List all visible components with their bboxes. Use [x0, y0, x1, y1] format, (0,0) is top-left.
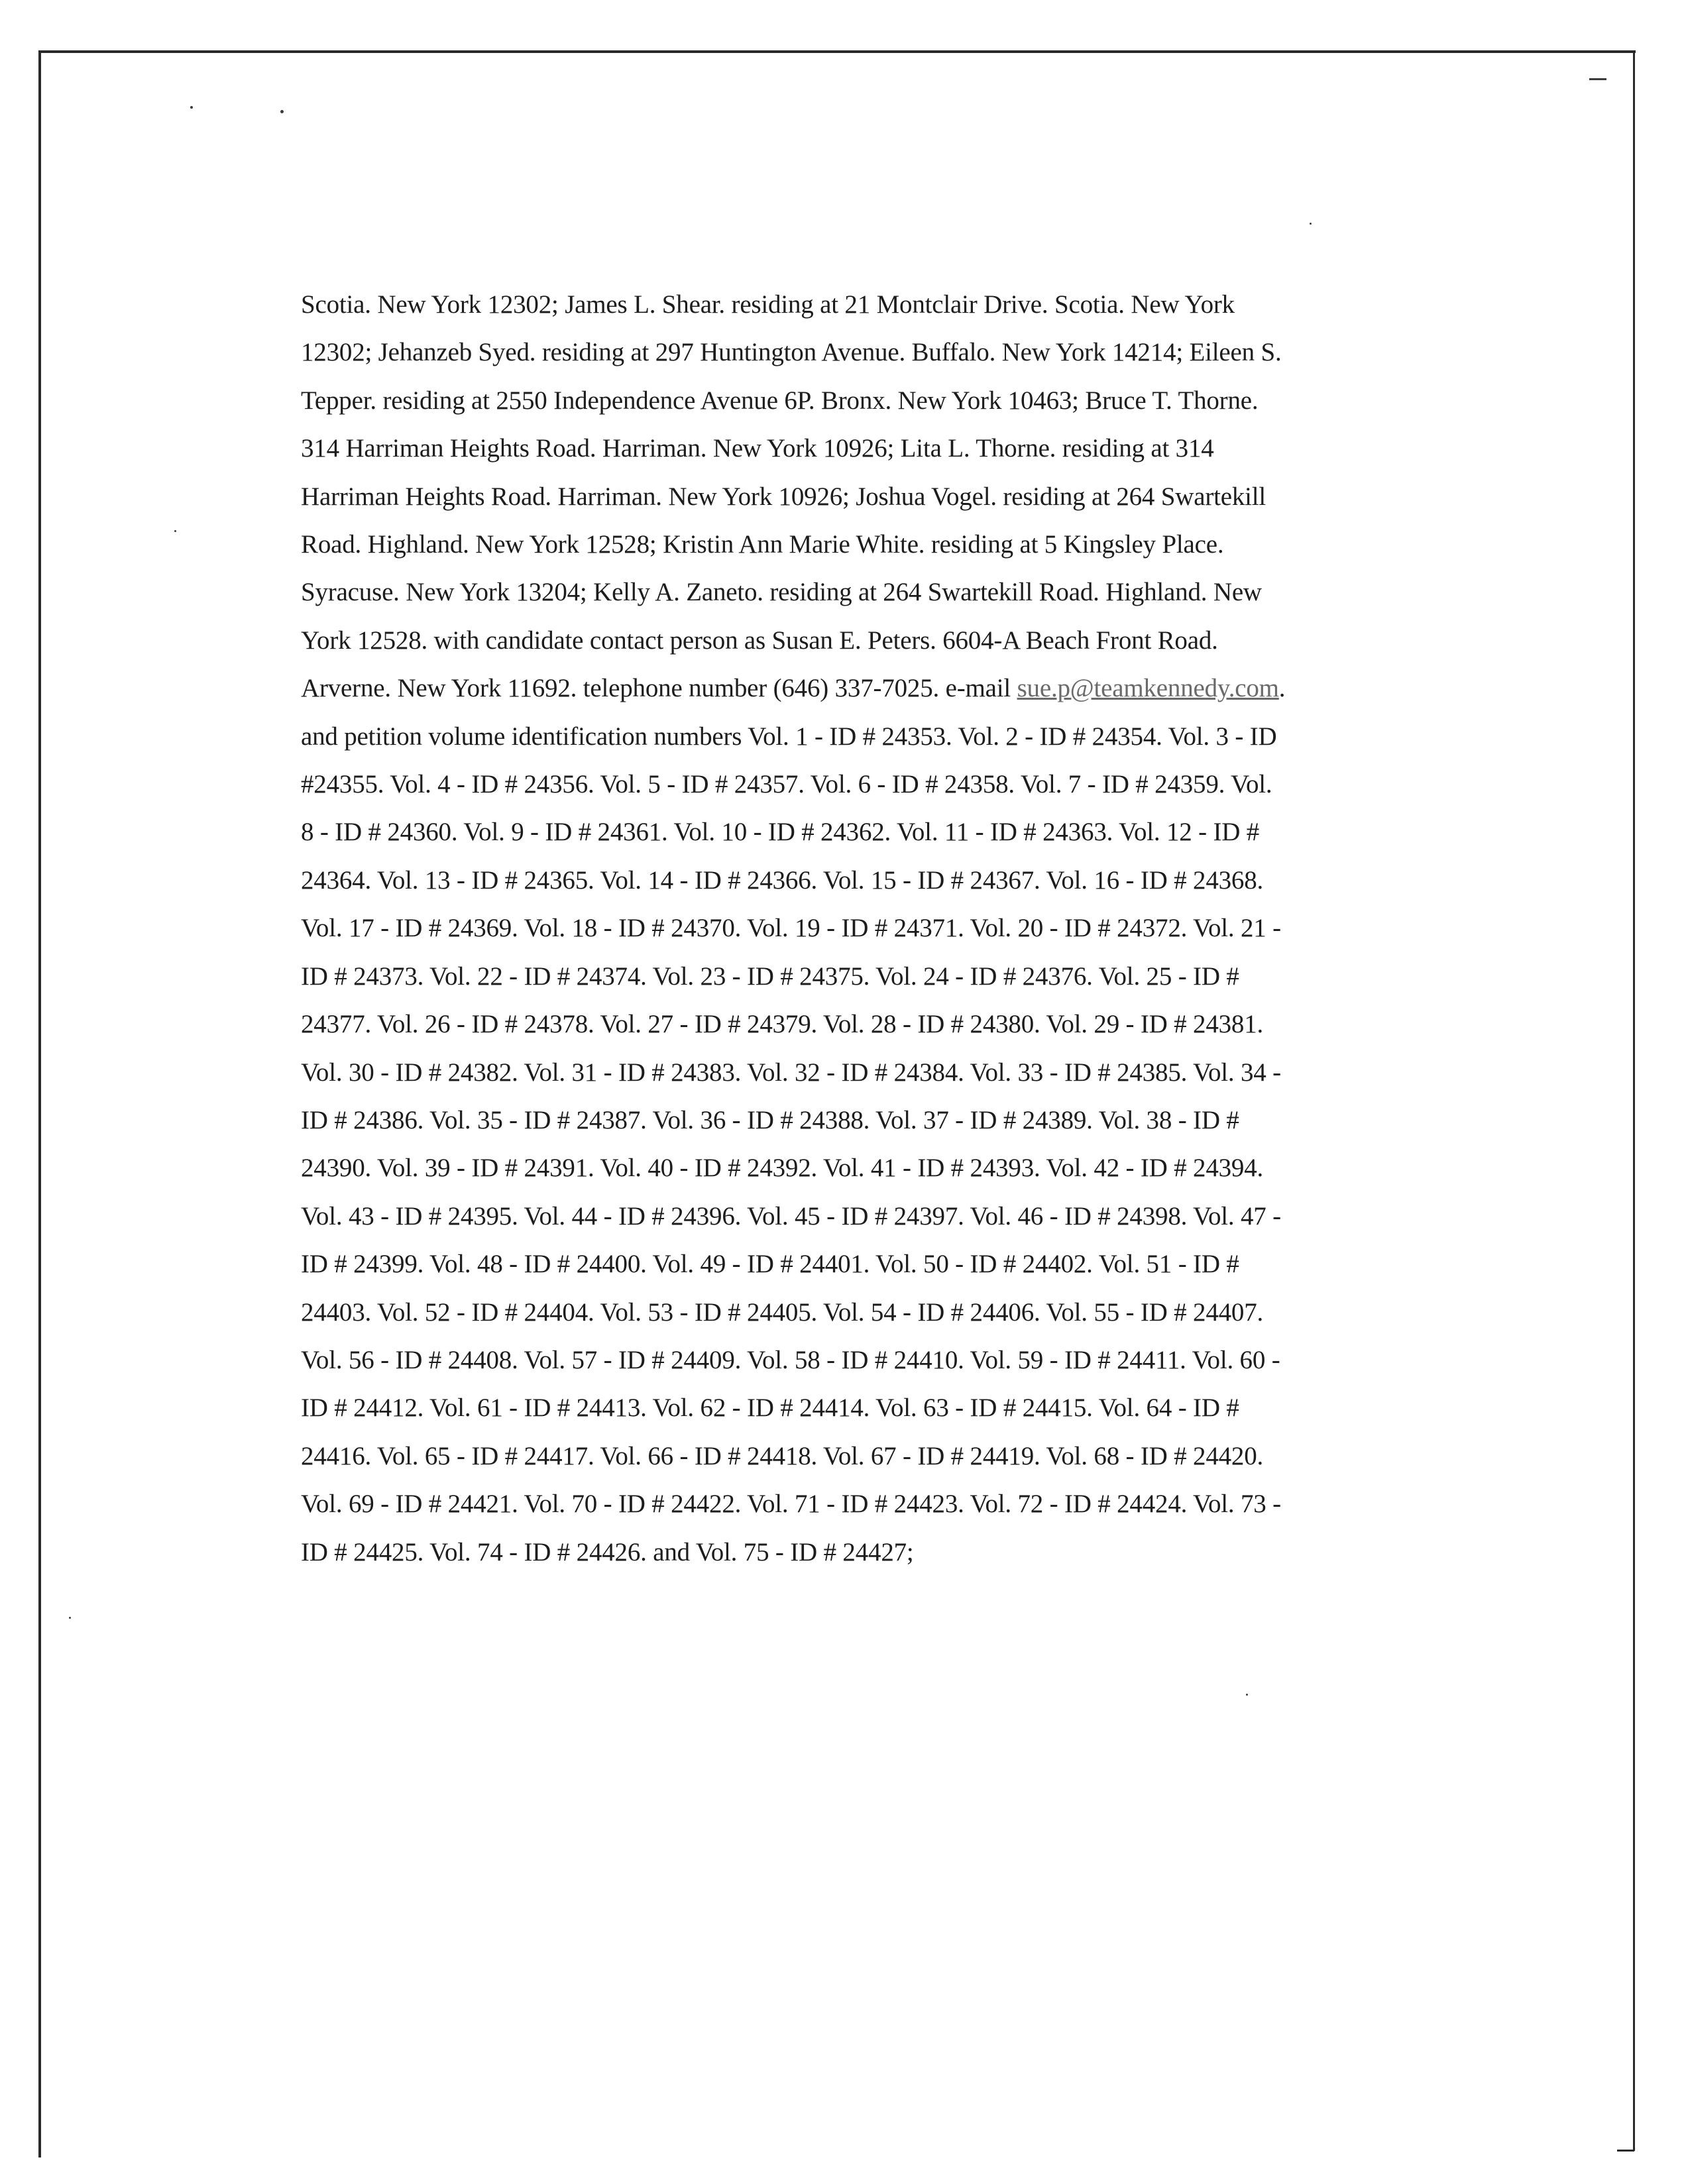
scan-border-right-foot	[1617, 2150, 1634, 2152]
text-line-with-email	[301, 665, 1388, 712]
scan-speck	[69, 1617, 71, 1619]
text-segment: .	[1278, 674, 1286, 703]
scan-speck	[1310, 223, 1312, 225]
text-line: Vol. 43 - ID # 24395. Vol. 44 - ID # 24396. Vol. 45 - ID # 24397. Vol. 46 - ID # 24398. Vol. 47 -	[301, 1201, 1281, 1230]
text-line: 24377. Vol. 26 - ID # 24378. Vol. 27 - ID # 24379. Vol. 28 - ID # 24380. Vol. 29 - ID # 24381.	[301, 1010, 1264, 1039]
scan-dash-mark	[1589, 78, 1606, 80]
text-line: 12302; Jehanzeb Syed. residing at 297 Huntington Avenue. Buffalo. New York 14214; Eileen S.	[301, 338, 1282, 367]
text-line: Road. Highland. New York 12528; Kristin Ann Marie White. residing at 5 Kingsley Place.	[301, 530, 1224, 559]
text-line: ID # 24412. Vol. 61 - ID # 24413. Vol. 62 - ID # 24414. Vol. 63 - ID # 24415. Vol. 64 - ID #	[301, 1393, 1239, 1423]
scan-speck	[280, 110, 284, 113]
text-line: Scotia. New York 12302; James L. Shear. residing at 21 Montclair Drive. Scotia. New York	[301, 290, 1235, 319]
text-line: 8 - ID # 24360. Vol. 9 - ID # 24361. Vol. 10 - ID # 24362. Vol. 11 - ID # 24363. Vol. 12 - ID #	[301, 818, 1260, 847]
email-link[interactable]: sue.p@teamkennedy.com	[1017, 674, 1279, 703]
document-body	[301, 281, 1388, 1576]
text-segment: Arverne. New York 11692. telephone number (646) 337-7025. e-mail	[301, 674, 1017, 703]
text-line: Vol. 30 - ID # 24382. Vol. 31 - ID # 24383. Vol. 32 - ID # 24384. Vol. 33 - ID # 24385. Vol. 34 -	[301, 1058, 1281, 1087]
text-line: ID # 24399. Vol. 48 - ID # 24400. Vol. 49 - ID # 24401. Vol. 50 - ID # 24402. Vol. 51 - ID #	[301, 1250, 1239, 1279]
text-line: 24416. Vol. 65 - ID # 24417. Vol. 66 - ID # 24418. Vol. 67 - ID # 24419. Vol. 68 - ID # 24420.	[301, 1441, 1264, 1470]
text-line: ID # 24373. Vol. 22 - ID # 24374. Vol. 23 - ID # 24375. Vol. 24 - ID # 24376. Vol. 25 - ID #	[301, 961, 1239, 991]
text-line: Vol. 69 - ID # 24421. Vol. 70 - ID # 24422. Vol. 71 - ID # 24423. Vol. 72 - ID # 24424. Vol. 73 -	[301, 1490, 1281, 1519]
text-line: Tepper. residing at 2550 Independence Avenue 6P. Bronx. New York 10463; Bruce T. Thorne.	[301, 386, 1259, 415]
text-line: Syracuse. New York 13204; Kelly A. Zaneto. residing at 264 Swartekill Road. Highland. New	[301, 578, 1262, 607]
text-line: 24364. Vol. 13 - ID # 24365. Vol. 14 - ID # 24366. Vol. 15 - ID # 24367. Vol. 16 - ID # 24368.	[301, 865, 1264, 895]
text-line: and petition volume identification numbers Vol. 1 - ID # 24353. Vol. 2 - ID # 24354. Vol. 3 - ID	[301, 722, 1277, 751]
text-line: ID # 24425. Vol. 74 - ID # 24426. and Vol. 75 - ID # 24427;	[301, 1537, 914, 1566]
scan-border-left	[38, 50, 41, 2157]
text-line: 24390. Vol. 39 - ID # 24391. Vol. 40 - ID # 24392. Vol. 41 - ID # 24393. Vol. 42 - ID # 24394.	[301, 1154, 1264, 1183]
scan-speck	[190, 106, 193, 109]
scan-border-top	[38, 50, 1636, 53]
text-line: 24403. Vol. 52 - ID # 24404. Vol. 53 - ID # 24405. Vol. 54 - ID # 24406. Vol. 55 - ID # 24407.	[301, 1297, 1264, 1327]
text-line: #24355. Vol. 4 - ID # 24356. Vol. 5 - ID # 24357. Vol. 6 - ID # 24358. Vol. 7 - ID # 24359. Vol.	[301, 770, 1272, 799]
text-line: Vol. 17 - ID # 24369. Vol. 18 - ID # 24370. Vol. 19 - ID # 24371. Vol. 20 - ID # 24372. Vol. 21 -	[301, 914, 1281, 943]
text-line: 314 Harriman Heights Road. Harriman. New York 10926; Lita L. Thorne. residing at 314	[301, 434, 1214, 463]
scan-speck	[1246, 1694, 1248, 1696]
text-line: York 12528. with candidate contact person as Susan E. Peters. 6604-A Beach Front Road.	[301, 626, 1218, 655]
text-line: ID # 24386. Vol. 35 - ID # 24387. Vol. 36 - ID # 24388. Vol. 37 - ID # 24389. Vol. 38 - ID #	[301, 1105, 1239, 1134]
text-line: Vol. 56 - ID # 24408. Vol. 57 - ID # 24409. Vol. 58 - ID # 24410. Vol. 59 - ID # 24411. Vol. 60 -	[301, 1345, 1280, 1374]
scan-border-right	[1633, 50, 1635, 2151]
text-line: Harriman Heights Road. Harriman. New York 10926; Joshua Vogel. residing at 264 Swartekill	[301, 482, 1266, 511]
scan-speck	[174, 530, 176, 532]
